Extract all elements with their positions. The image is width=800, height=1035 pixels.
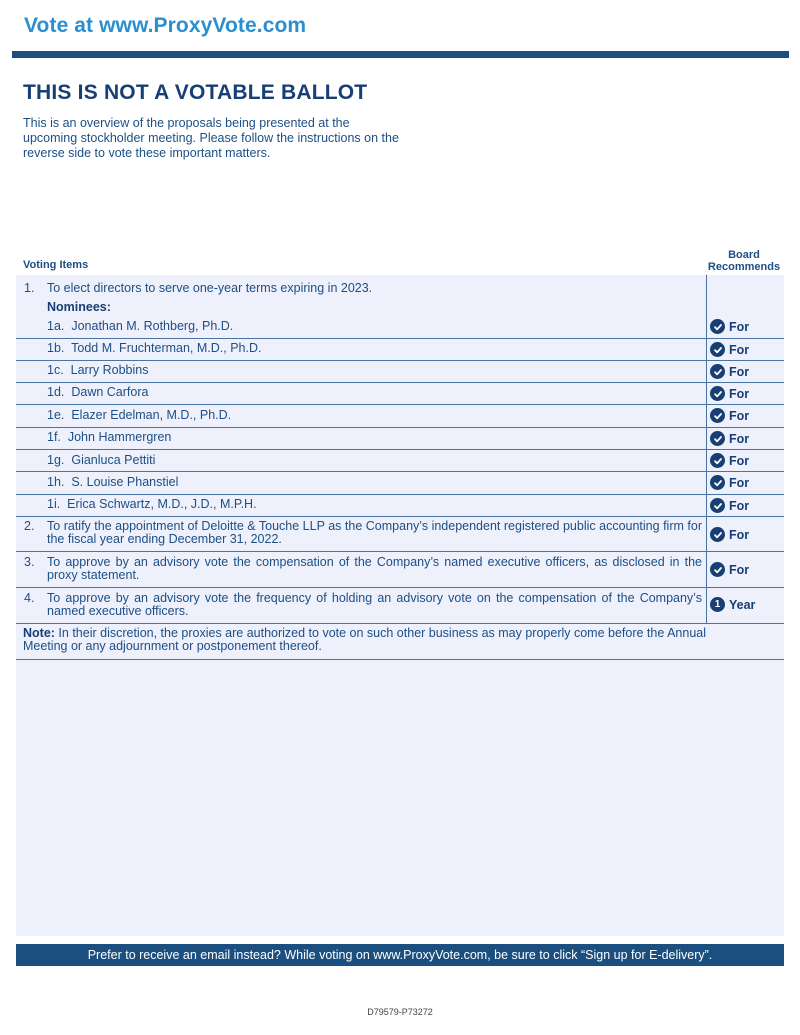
nominee-id: 1g. <box>47 453 65 467</box>
recommendation <box>710 527 749 542</box>
check-circle-icon <box>710 498 725 513</box>
row-divider <box>16 516 784 517</box>
recommendation <box>710 597 755 612</box>
nominee-name: Elazer Edelman, M.D., Ph.D. <box>71 408 232 422</box>
row-divider <box>16 659 784 660</box>
recommendation <box>710 431 749 446</box>
check-circle-icon <box>710 342 725 357</box>
check-circle-icon <box>710 475 725 490</box>
note-label: Note: <box>23 626 55 640</box>
note-paragraph <box>23 627 713 653</box>
number-one-icon: 1 <box>710 597 725 612</box>
recommendation-label: For <box>729 386 750 401</box>
recommendation-label: For <box>729 527 750 542</box>
nominee-name: Dawn Carfora <box>71 385 149 399</box>
recommendation <box>710 364 749 379</box>
check-circle-icon <box>710 431 725 446</box>
nominee-id: 1a. <box>47 319 65 333</box>
nominee-id: 1c. <box>47 363 64 377</box>
nominee-id: 1h. <box>47 475 65 489</box>
recommendation-label: For <box>729 562 750 577</box>
header-rule <box>12 51 789 58</box>
nominees-label: Nominees: <box>47 300 111 314</box>
nominee-name: John Hammergren <box>67 430 172 444</box>
nominee-id: 1i. <box>47 497 61 511</box>
recommendation-label: For <box>729 453 750 468</box>
recommendation <box>710 408 749 423</box>
nominee-id: 1d. <box>47 385 65 399</box>
item-text: To ratify the appointment of Deloitte & Touche LLP as the Company’s independent registered public accounting firm for the fiscal year ending December 31, 2022. <box>47 519 702 546</box>
row-divider <box>16 427 784 428</box>
recommendation-label: For <box>729 342 750 357</box>
recommendation <box>710 498 749 513</box>
row-divider <box>16 338 784 339</box>
nominee-id: 1b. <box>47 341 65 355</box>
row-divider <box>16 623 784 624</box>
recommendation-label: For <box>729 319 750 334</box>
nominee-id: 1e. <box>47 408 65 422</box>
check-circle-icon <box>710 562 725 577</box>
recommendation <box>710 475 749 490</box>
item-number: 2. <box>24 519 35 533</box>
row-divider <box>16 587 784 588</box>
recommendation-label: For <box>729 498 750 513</box>
item-text: To approve by an advisory vote the frequency of holding an advisory vote on the compensation of the Company’s named executive officers. <box>47 591 702 618</box>
nominee-id: 1f. <box>47 430 61 444</box>
check-circle-icon <box>710 319 725 334</box>
column-header-board-recommends: Board Recommends <box>707 249 781 273</box>
recommendation <box>710 319 749 334</box>
check-circle-icon <box>710 408 725 423</box>
recommendation-label: Year <box>729 597 756 612</box>
nominee-name: Gianluca Pettiti <box>71 453 156 467</box>
recommendation-label: For <box>729 431 750 446</box>
item-number: 1. <box>24 281 35 295</box>
row-divider <box>16 449 784 450</box>
recommendation-label: For <box>729 475 750 490</box>
row-divider <box>16 382 784 383</box>
row-divider <box>16 404 784 405</box>
recommendation-label: For <box>729 364 750 379</box>
check-circle-icon <box>710 453 725 468</box>
check-circle-icon <box>710 364 725 379</box>
row-divider <box>16 494 784 495</box>
recommendation <box>710 386 749 401</box>
check-circle-icon <box>710 527 725 542</box>
nominee-name: Todd M. Fruchterman, M.D., Ph.D. <box>71 341 262 355</box>
intro-paragraph: This is an overview of the proposals being presented at the upcoming stockholder meeting. Please follow the instructions on the reverse side to vote these important matters. <box>23 116 399 160</box>
recommendation-label: For <box>729 408 750 423</box>
vote-url-title: Vote at www.ProxyVote.com <box>24 14 307 37</box>
row-divider <box>16 471 784 472</box>
recommendation <box>710 562 749 577</box>
item-number: 4. <box>24 591 35 605</box>
recommendation <box>710 342 749 357</box>
check-circle-icon <box>710 386 725 401</box>
nominee-name: Larry Robbins <box>70 363 149 377</box>
nominee-name: Jonathan M. Rothberg, Ph.D. <box>71 319 234 333</box>
item-text: To approve by an advisory vote the compensation of the Company’s named executive officers, as disclosed in the proxy statement. <box>47 555 702 582</box>
note-text: In their discretion, the proxies are authorized to vote on such other business as may properly come before the Annual Meeting or any adjournment or postponement thereof. <box>23 626 707 653</box>
item-text: To elect directors to serve one-year terms expiring in 2023. <box>47 281 373 295</box>
column-header-voting-items: Voting Items <box>23 259 89 271</box>
edelivery-banner: Prefer to receive an email instead? While voting on www.ProxyVote.com, be sure to click “Sign up for E-delivery”. <box>16 944 784 966</box>
nominee-name: S. Louise Phanstiel <box>71 475 179 489</box>
document-code: D79579-P73272 <box>367 1007 433 1017</box>
row-divider <box>16 551 784 552</box>
recommendation <box>710 453 749 468</box>
item-number: 3. <box>24 555 35 569</box>
page-title: THIS IS NOT A VOTABLE BALLOT <box>23 81 368 104</box>
nominee-name: Erica Schwartz, M.D., J.D., M.P.H. <box>67 497 257 511</box>
row-divider <box>16 360 784 361</box>
